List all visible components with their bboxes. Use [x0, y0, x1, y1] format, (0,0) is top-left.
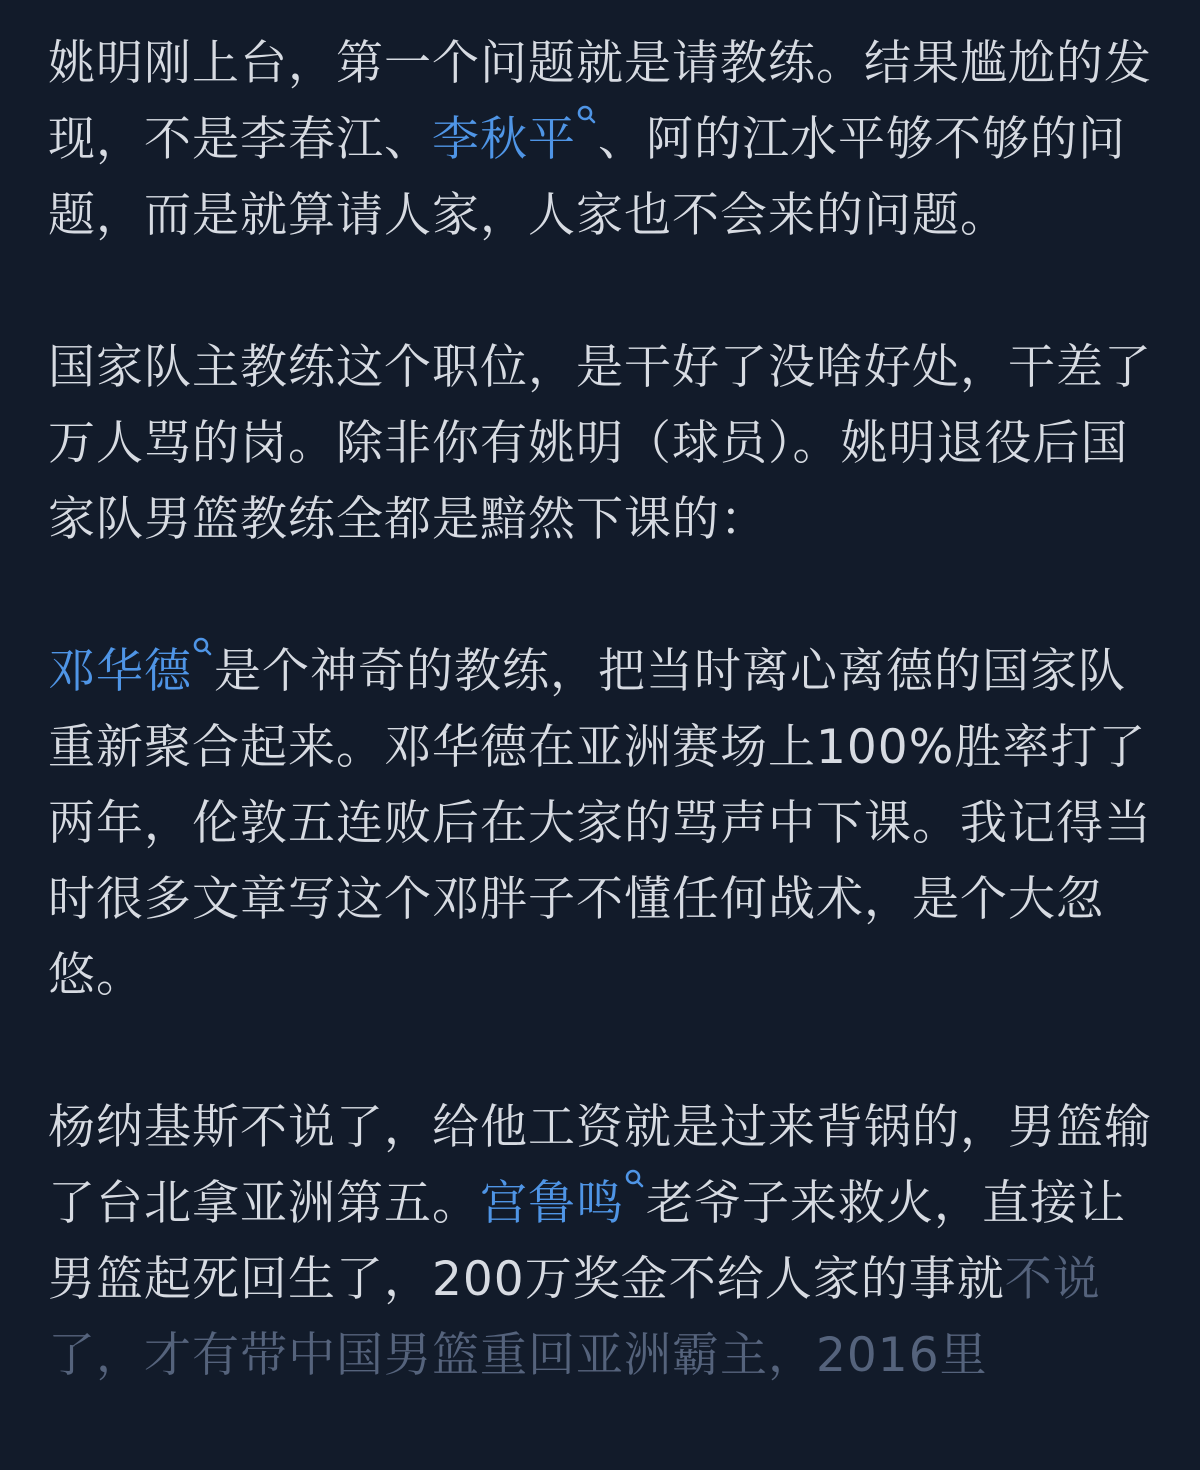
paragraph-4 [48, 1090, 1158, 1394]
keyword-link-cut-off[interactable]: 2016里 [816, 1328, 988, 1383]
paragraph-text: 、阿的江水平够不够的问题，而是就算请人家，人家也不会来的问题。 [48, 112, 1126, 243]
article-body [48, 26, 1158, 1470]
keyword-link-gong-luming[interactable]: 宫鲁鸣 [480, 1176, 624, 1231]
paragraph-text: 是个神奇的教练，把当时离心离德的国家队重新聚合起来。邓华德在亚洲赛场上100%胜率打了两年，伦敦五连败后在大家的骂声中下课。我记得当时很多文章写这个邓胖子不懂任何战术，是个大忽悠。 [48, 644, 1152, 1003]
paragraph-text: 姚明刚上台，第一个问题就是请教练。结果尴尬的发现，不是李春江、 [48, 36, 1152, 167]
cut-off-text: 不说了，才有带中国男篮重回亚洲霸主， [48, 1252, 1101, 1383]
search-icon[interactable] [576, 104, 598, 134]
keyword-link-deng-huade[interactable]: 邓华德 [48, 644, 192, 699]
search-icon[interactable] [624, 1168, 646, 1198]
paragraph-3 [48, 634, 1158, 1014]
search-icon[interactable] [192, 636, 214, 666]
paragraph-text: 杨纳基斯不说了，给他工资就是过来背锅的，男篮输了台北拿亚洲第五。 [48, 1100, 1152, 1231]
paragraph-text: 老爷子来救火，直接让男篮起死回生了，200万奖金不给人家的事就 [48, 1176, 1126, 1307]
paragraph-1 [48, 26, 1158, 254]
keyword-link-li-qiuping[interactable]: 李秋平 [432, 112, 576, 167]
paragraph-text: 国家队主教练这个职位，是干好了没啥好处，干差了万人骂的岗。除非你有姚明（球员）。姚明退役后国家队男篮教练全都是黯然下课的： [48, 340, 1152, 547]
paragraph-2 [48, 330, 1158, 558]
